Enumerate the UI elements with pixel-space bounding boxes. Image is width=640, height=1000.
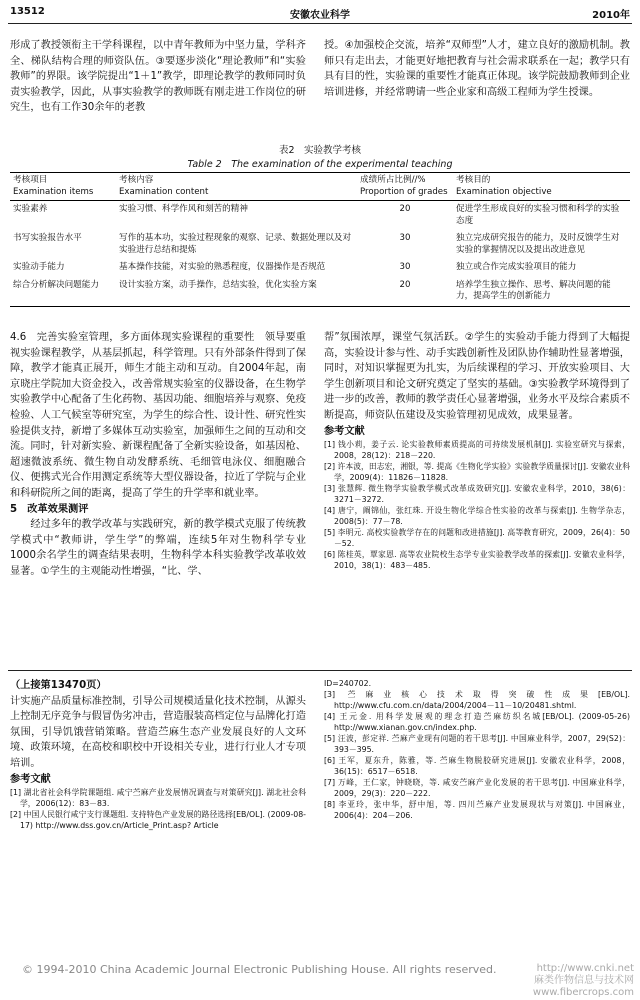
header-rule — [8, 23, 632, 24]
table-caption-en: Table 2 The examination of the experimental teaching — [187, 159, 453, 170]
reference-item: [2] 许本波，田志宏，湘银，等. 提高《生物化学实验》实验教学质量探讨[J]. 安徽农业科学，2009(4)：11826－11828. — [324, 462, 630, 483]
reference-item: [4] 王元金. 用科学发展观的理念打造苎麻纺织名城[EB/OL]. (2009-05-26) http://www.xianan.gov.cn/index.php. — [324, 712, 630, 732]
table-caption-cn: 表2 实验教学考核 — [278, 145, 362, 156]
reference-item: [1] 钱小莉，姜子云. 论实验教师素质提高的可持续发展机制[J]. 实验室研究与探索，2008，28(12)：218－220. — [324, 440, 630, 461]
body-paragraph: 经过多年的教学改革与实践研究，新的教学模式克服了传统教学模式中“教师讲，学生学”的弊端，连续5年对生物科学专业1000余名学生的调查结果表明，生物科学本科实验教学改革收效显著。①学生的主观能动性增强，“比、学、 — [10, 519, 306, 577]
col-header: 成绩所占比例//% Proportion of grades — [360, 175, 448, 197]
table-cell: 促进学生形成良好的实验习惯和科学的实验态度 — [456, 204, 620, 226]
table-row — [10, 201, 630, 231]
page-number: 13512 — [10, 6, 45, 17]
table-header-row — [10, 173, 630, 201]
reference-item: [6] 陈桂英，覃家恩. 高等农业院校生态学专业实验教学改革的探索[J]. 安徽农业科学，2010，38(1)：483－485. — [324, 550, 630, 571]
watermark-site-name: 麻类作物信息与技术网 — [534, 975, 634, 986]
table-cell: 综合分析解决问题能力 — [13, 279, 99, 290]
references-heading: 参考文献 — [10, 773, 51, 785]
site-watermark — [533, 963, 634, 999]
reference-item: [5] 汪波，彭定祥. 苎麻产业现有问题的若干思考[J]. 中国麻业科学，2007，29(S2)：393－395. — [324, 734, 630, 754]
table-cell: 基本操作技能，对实验的熟悉程度，仪器操作是否规范 — [119, 262, 326, 272]
section-4-6-paragraph: 4.6 完善实验室管理，多方面体现实验课程的重要性 领导要重视实验课程教学，从基层抓起，科学管理。只有外部条件得到了保障，教学才能真正展开，师生才能主动和互动。自2004年起，南京晓庄学院加大资金投入，改善常规实验室的仪器设备，在生物学实验教学中心配备了生化药物、基因功能、细胞培养与观察、免疫检验、人工气候室等研究室，为学生的综合性、设计性、研究性实验提供支持，新增了多媒体互动实验室，加强师生之间的互动和交流。同时，针对新实验、新课程配备了全新实验设备，如基因枪、超速微波系统、微生物自动发酵系统、毛细管电泳仪、细胞融合仪、便携式光合作用测定系统等大型仪器设备，拉近了学院与企业和科研院所之间的距离，提高了学生的升学率和就业率。 — [10, 332, 306, 499]
watermark-site-url: www.fibercrops.com — [532, 987, 634, 998]
year: 2010年 — [592, 10, 630, 21]
bottom-left-column — [10, 678, 306, 831]
reference-item: [1] 湖北省社会科学院课题组. 咸宁苎麻产业发展情况调查与对策研究[J]. 湖北社会科学，2006(12)：83－83. — [10, 788, 306, 809]
table-cell: 实验动手能力 — [13, 262, 65, 272]
copyright-footer: © 1994-2010 China Academic Journal Electronic Publishing House. All rights reserved. — [22, 963, 497, 976]
mid-right-column — [324, 330, 630, 571]
reference-item: [7] 万峰，王仁家，钟晓晓，等. 咸安苎麻产业化发展的若干思考[J]. 中国麻业科学，2009，29(3)：220－222. — [324, 778, 630, 798]
table-cell: 书写实验报告水平 — [13, 233, 82, 243]
col-header: 考核内容 Examination content — [119, 175, 209, 197]
reference-item: [5] 李明元. 高校实验教学存在的问题和改进措施[J]. 高等教育研究，2009，26(4)：50－52. — [324, 528, 630, 549]
section-divider — [8, 670, 632, 671]
reference-list — [324, 678, 630, 821]
top-left-column — [10, 38, 306, 116]
table-row — [10, 259, 630, 277]
table-cell: 30 — [399, 262, 411, 272]
body-paragraph: 帮”氛围浓厚，课堂气氛活跃。②学生的实验动手能力得到了大幅提高，实验设计参与性、动手实践创新性及团队协作辅助性显著增强，同时，对知识掌握更为扎实，为后续课程的学习、开放实验项目、大学生创新项目和论文研究奠定了坚实的基础。③实验教学环境得到了进一步的改善，教师的教学责任心显著增强，业务水平及综合素质不断提高，师资队伍建设及实验管理初见成效，成果显著。 — [324, 332, 630, 421]
reference-item: [3] 苎麻业核心技术取得突破性成果[EB/OL]. http://www.cfu.com.cn/data/2004/2004－11－10/20481.shtml. — [324, 690, 630, 710]
references-heading: 参考文献 — [324, 425, 365, 437]
table-row — [10, 277, 630, 307]
table-cell: 独立完成研究报告的能力，及时反馈学生对实验的掌握情况以及提出改进意见 — [456, 233, 620, 255]
col-header: 考核项目 Examination items — [13, 175, 94, 197]
table-cell: 实验习惯、科学作风和刻苦的精神 — [119, 204, 248, 214]
continuation-note: （上接第13470页） — [10, 680, 107, 691]
table-cell: 20 — [399, 204, 411, 214]
table-cell: 培养学生独立操作、思考、解决问题的能力，提高学生的创新能力 — [456, 279, 611, 301]
reference-list — [10, 787, 306, 831]
journal-name: 安徽农业科学 — [290, 10, 350, 21]
watermark-url: http://www.cnki.net — [536, 963, 634, 974]
body-paragraph: 计实施产品质量标准控制，引导公司规模适量化技术控制，从源头上控制无序竞争与假冒伪劣冲击，营造服装高档定位与品牌化打造氛围，引导饥饿营销策略。营造苎麻生态产业发展良好的人文环境、政策环境，在高校和职校中开设相关专业，进行行业人才专项培训。 — [10, 695, 306, 769]
reference-item: [2] 中国人民银行咸宁支行课题组. 支持特色产业发展的路径选择[EB/OL]. (2009-08-17) http://www.dss.gov.cn/Article_Print.asp? Article — [10, 810, 306, 831]
section-5-heading: 5 改革效果测评 — [10, 503, 89, 515]
mid-left-column — [10, 330, 306, 580]
reference-item: [4] 唐宁，阚锦仙，张红珠. 开设生物化学综合性实验的改革与探索[J]. 生物学杂志，2008(5)：77－78. — [324, 506, 630, 527]
col-header: 考核目的 Examination objective — [456, 175, 552, 197]
exam-table — [10, 172, 630, 307]
reference-list — [324, 439, 630, 571]
bottom-right-column — [324, 678, 630, 821]
table-row — [10, 230, 630, 259]
reference-item: [3] 张慧辉. 微生物学实验教学模式改革成效研究[J]. 安徽农业科学，2010，38(6)：3271－3272. — [324, 484, 630, 505]
table-cell: 写作的基本功，实验过程现象的观察、记录、数据处理以及对实验进行总结和提炼 — [119, 233, 352, 255]
top-right-column — [324, 38, 630, 100]
table-cell: 独立或合作完成实验项目的能力 — [456, 262, 577, 272]
body-paragraph: 授。④加强校企交流，培养“双师型”人才，建立良好的激励机制。教师只有走出去，才能更好地把教育与社会需求联系在一起；教学只有具有目的性，实验课的重要性才能真正体现。该学院鼓励教师到企业培训进修，并经常聘请一些企业家和高级工程师为学生授课。 — [324, 40, 630, 98]
table-cell: 实验素养 — [13, 204, 48, 214]
reference-item: [6] 王军，夏东升，陈雅，等. 苎麻生物脱胶研究进展[J]. 安徽农业科学，2008，36(15)：6517－6518. — [324, 756, 630, 776]
reference-item: [8] 李亚玲，张中华，舒中旭，等. 四川苎麻产业发展现状与对策[J]. 中国麻业，2006(4)：204－206. — [324, 800, 630, 820]
reference-item: ID=240702. — [324, 679, 372, 688]
running-header — [10, 6, 630, 22]
table-cell: 设计实验方案，动手操作，总结实验，优化实验方案 — [119, 279, 317, 290]
table-cell: 20 — [399, 279, 411, 290]
table-cell: 30 — [399, 233, 411, 243]
body-paragraph: 形成了教授领衔主干学科课程，以中青年教师为中坚力量，学科齐全、梯队结构合理的师资队伍。③要逐步淡化“理论教师”和“实验教师”的界限。该学院提出“1＋1”教学，即理论教学的教师同时负责实验教学，因此，从事实验教学的教师既有刚走进工作岗位的研究生，也有工作30余年的老教 — [10, 40, 306, 114]
